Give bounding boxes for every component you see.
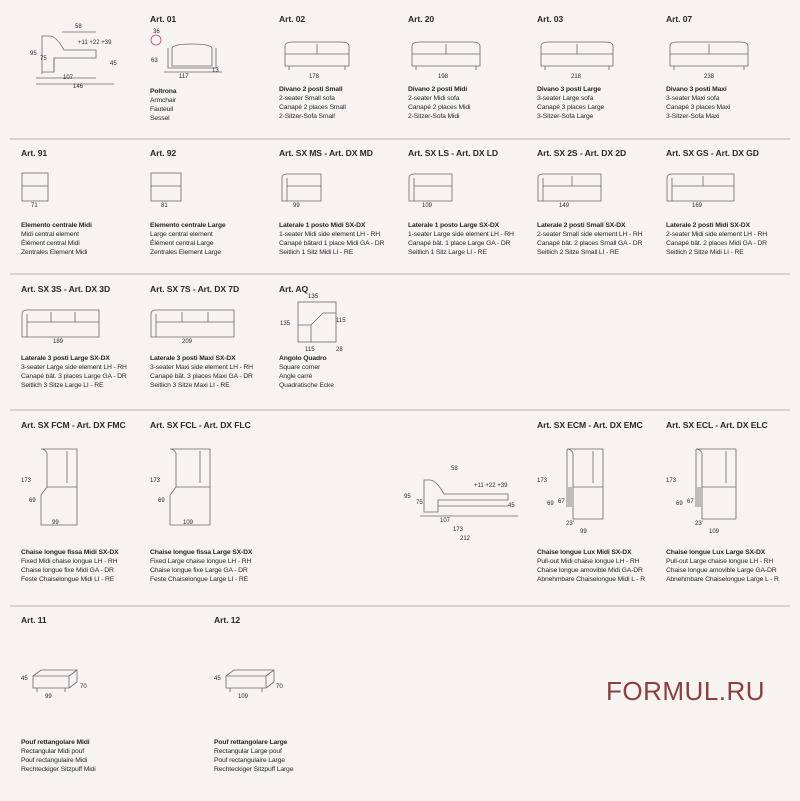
dim-label: 45 (214, 676, 221, 682)
description: Laterale 1 posto Midi SX-DX 1-seater Midi side element LH - RH Canapé bâtard 1 place Midi GA - DR Seitlich 1 Sitz Midi LI - RE (279, 222, 385, 256)
dim-label: 109 (709, 529, 720, 535)
dim-label: 13 (212, 68, 219, 74)
dim-label: 115 (305, 347, 315, 353)
side-element-diagram (666, 172, 740, 206)
article-code: Art. AQ (279, 284, 309, 294)
description: Pouf rettangolare Large Rectangular Large pouf Pouf rectangulaire Large Rechteckiger Sitzpuff Large (214, 739, 294, 773)
dim-label: 45 (508, 503, 515, 509)
description: Chaise longue Lux Large SX-DX Pull-out Large chaise longue LH - RH Chaise longue amovible Large GA-DR Abnehmbare Chaiselongue Large L - R (666, 549, 779, 583)
dim-label: 198 (438, 74, 449, 80)
sofa-diagram (666, 40, 756, 76)
dim-label: 178 (309, 74, 320, 80)
dim-label: 69 (158, 498, 165, 504)
article-code: Art. 07 (666, 14, 693, 24)
dim-label: 189 (53, 339, 64, 345)
sofa-diagram (281, 40, 361, 76)
article-code: Art. SX 7S - Art. DX 7D (150, 284, 240, 294)
article-code: Art. SX 2S - Art. DX 2D (537, 148, 627, 158)
dim-label: 23' (566, 521, 574, 527)
dim-label: 173 (150, 478, 161, 484)
chaise-longue-diagram (37, 447, 85, 537)
side-element-diagram (537, 172, 607, 206)
dim-label: 28 (336, 347, 343, 353)
dim-label: 209 (182, 339, 193, 345)
dim-label: 69 (547, 501, 554, 507)
article-code: Art. 91 (21, 148, 48, 158)
sofa-diagram (537, 40, 621, 76)
dim-label: 135 (308, 294, 319, 300)
description: Laterale 2 posti Small SX-DX 2-seater Small side element LH - RH Canapé bât. 2 places Small GA - DR Seitlich 2 Sitze Small LI - RE (537, 222, 643, 256)
description: Laterale 3 posti Maxi SX-DX 3-seater Maxi side element LH - RH Canapé bât. 3 places Maxi GA - DR Seitlich 3 Sitze Maxi LI - RE (150, 355, 253, 389)
description: Divano 2 posti Midi 2-seater Midi sofa Canapé 2 places Midi 2-Sitzer-Sofa Midi (408, 86, 471, 120)
dim-label: 99 (293, 203, 300, 209)
dim-label: 99 (45, 694, 52, 700)
dim-label: 71 (31, 203, 38, 209)
dim-label: 146 (73, 84, 84, 90)
article-code: Art. 02 (279, 14, 306, 24)
dim-label: 173 (453, 527, 464, 533)
article-code: Art. 20 (408, 14, 435, 24)
dim-label: 69 (29, 498, 36, 504)
description: Chaise longue fissa Large SX-DX Fixed Large chaise longue LH - RH Chaise longue fixe Large GA - DR Feste Chaiselongue Large LI - RE (150, 549, 253, 583)
divider (10, 409, 790, 411)
description: Angolo Quadro Square corner Angle carré Quadratische Ecke (279, 355, 334, 389)
article-code: Art. 92 (150, 148, 177, 158)
side-element-diagram (281, 172, 331, 206)
article-code: Art. 03 (537, 14, 564, 24)
dim-label: 45 (110, 61, 117, 67)
dim-label: 212 (460, 536, 471, 542)
article-code: Art. SX FCL - Art. DX FLC (150, 420, 251, 430)
article-code: Art. 11 (21, 615, 47, 625)
site-logo: FORMUL.RU (606, 676, 766, 706)
description: Laterale 2 posti Midi SX-DX 2-seater Midi side element LH - RH Canapé bât. 2 places Midi GA - DR Seitlich 2 Sitze Midi LI - RE (666, 222, 768, 256)
dim-label: 70 (80, 684, 87, 690)
dim-label: 69 (676, 501, 683, 507)
description: Divano 3 posti Large 3-seater Large sofa Canapé 3 places Large 3-Sitzer-Sofa Large (537, 86, 605, 120)
article-code: Art. SX FCM - Art. DX FMC (21, 420, 126, 430)
side-element-diagram (21, 308, 105, 342)
article-code: Art. 01 (150, 14, 177, 24)
dim-label: 218 (571, 74, 582, 80)
article-code: Art. 12 (214, 615, 241, 625)
dim-label: 109 (238, 694, 249, 700)
side-element-diagram (150, 308, 238, 342)
dim-label: +11 +22 +39 (78, 40, 112, 46)
dim-label: +11 +22 +39 (474, 483, 508, 489)
dim-label: 58 (75, 24, 82, 30)
dim-label: 99 (52, 520, 59, 526)
armchair-diagram (152, 36, 242, 86)
pouf-diagram (224, 668, 278, 698)
dim-label: 99 (580, 529, 587, 535)
dim-label: 238 (704, 74, 715, 80)
description: Laterale 3 posti Large SX-DX 3-seater Large side element LH - RH Canapé bât. 3 places Large GA - DR Seitlich 3 Sitze Large LI - RE (21, 355, 127, 389)
dim-label: 70 (276, 684, 283, 690)
dim-label: 109 (422, 203, 433, 209)
dim-label: 95 (30, 51, 37, 57)
article-code: Art. SX 3S - Art. DX 3D (21, 284, 111, 294)
square-corner-diagram (297, 301, 341, 349)
description: Laterale 1 posto Large SX-DX 1-seater Large side element LH - RH Canapé bât. 1 place Large GA - DR Seitlich 1 Sitz Large LI - RE (408, 222, 514, 256)
dim-label: 109 (183, 520, 194, 526)
article-code: Art. SX GS - Art. DX GD (666, 148, 759, 158)
dim-label: 115 (336, 318, 346, 324)
divider (10, 605, 790, 607)
dim-label: 58 (451, 466, 458, 472)
dim-label: 45 (21, 676, 28, 682)
central-element-diagram (150, 172, 184, 206)
dim-label: 117 (179, 74, 189, 80)
dim-label: 135 (280, 321, 291, 327)
divider (10, 273, 790, 275)
dim-label: 36 (153, 29, 160, 35)
description: Poltrona Armchair Fauteuil Sessel (150, 88, 177, 122)
central-element-diagram (21, 172, 55, 206)
dim-label: 81 (161, 203, 168, 209)
article-code: Art. SX ECM - Art. DX EMC (537, 420, 643, 430)
dim-label: 23' (695, 521, 703, 527)
description: Elemento centrale Midi Midi central element Élément central Midi Zentrales Element Midi (21, 222, 92, 256)
pouf-diagram (31, 668, 81, 698)
description: Chaise longue Lux Midi SX-DX Pull-out Midi chaise longue LH - RH Chaise longue amovible Midi GA-DR Abnehmbare Chaiselongue Midi L - R (537, 549, 645, 583)
description: Pouf rettangolare Midi Rectangular Midi pouf Pouf rectangulaire Midi Rechteckiger Sitzpuff Midi (21, 739, 96, 773)
dim-label: 107 (63, 75, 74, 81)
dim-label: 63 (151, 58, 158, 64)
dim-label: 149 (559, 203, 570, 209)
dim-label: 67 (558, 499, 565, 505)
dim-label: 173 (21, 478, 32, 484)
dim-label: 173 (666, 478, 677, 484)
description: Divano 3 posti Maxi 3-seater Maxi sofa Canapé 3 places Maxi 3-Sitzer-Sofa Maxi (666, 86, 731, 120)
dim-label: 75 (416, 500, 423, 506)
sofa-profile-diagram (36, 30, 126, 90)
article-code: Art. SX LS - Art. DX LD (408, 148, 499, 158)
description: Divano 2 posti Small 2-seater Small sofa Canapé 2 places Small 2-Sitzer-Sofa Small (279, 86, 346, 120)
side-element-diagram (408, 172, 458, 206)
article-code: Art. SX ECL - Art. DX ELC (666, 420, 768, 430)
sofa-diagram (408, 40, 492, 76)
dim-label: 75 (40, 56, 47, 62)
chaise-profile-diagram (418, 476, 528, 520)
description: Elemento centrale Large Large central element Élément central Large Zentrales Element Large (150, 222, 226, 256)
dim-label: 95 (404, 494, 411, 500)
dim-label: 107 (440, 518, 451, 524)
divider (10, 138, 790, 140)
dim-label: 67 (687, 499, 694, 505)
description: Chaise longue fissa Midi SX-DX Fixed Midi chaise longue LH - RH Chaise longue fixe Midi GA - DR Feste Chaiselongue Midi LI - RE (21, 549, 119, 583)
dim-label: 169 (692, 203, 703, 209)
dim-label: 173 (537, 478, 548, 484)
article-code: Art. SX MS - Art. DX MD (279, 148, 373, 158)
